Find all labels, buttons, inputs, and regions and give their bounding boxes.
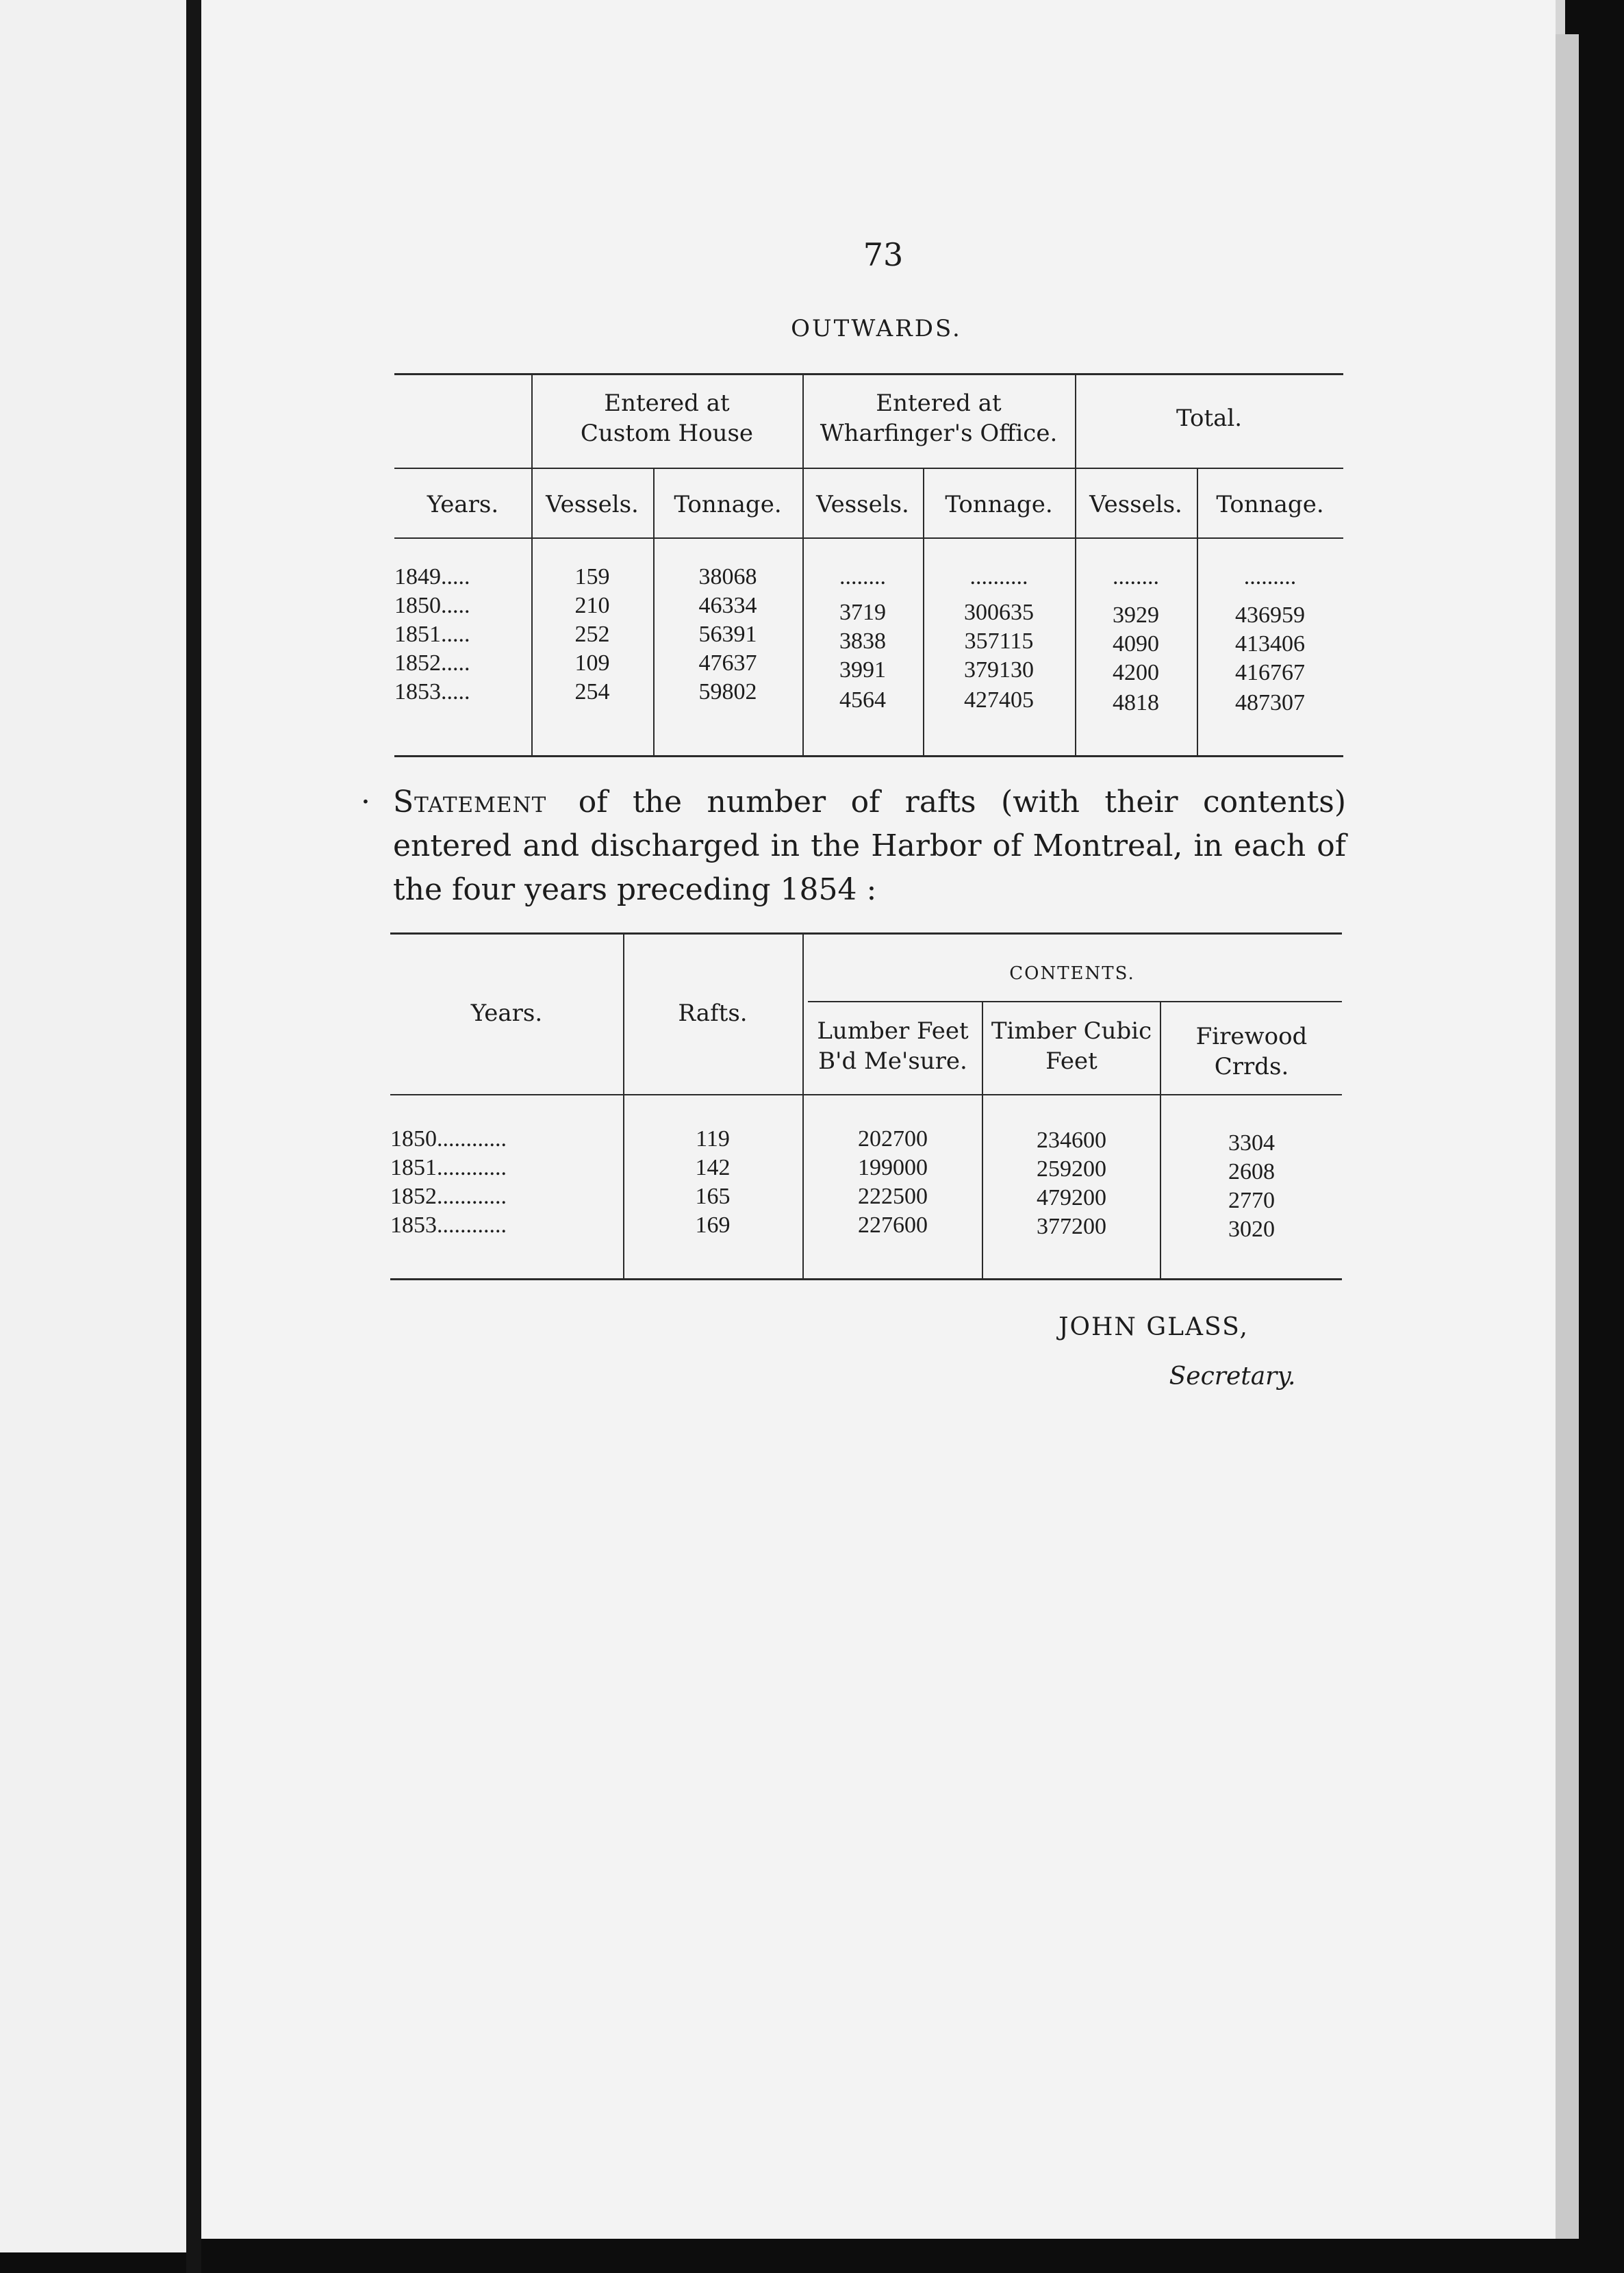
year-cell: 1850............ [390, 1126, 507, 1152]
total-vessels-cell: 4090 [1113, 631, 1159, 657]
statement-text: of the number of rafts (with their contents) entered and discharged in the Harbor of Montreal, in each of the four years preceding 1854 : [393, 785, 1346, 907]
firewood-cell: 2770 [1228, 1188, 1275, 1213]
header-wharfinger [802, 388, 1075, 448]
total-tonnage-cell: 416767 [1235, 660, 1305, 685]
wh-tonnage-cell: .......... [969, 564, 1028, 589]
wh-vessels-cell: 4564 [839, 687, 886, 713]
year-cell: 1853..... [394, 679, 470, 704]
col-header-vessels: Vessels. [546, 491, 639, 518]
col-header-tonnage: Tonnage. [674, 491, 782, 518]
header-line: Firewood [1195, 1023, 1308, 1050]
table-bottom-rule [390, 1278, 1342, 1280]
lumber-cell: 227600 [858, 1212, 928, 1238]
col-header-tonnage: Tonnage. [945, 491, 1053, 518]
ch-tonnage-cell: 38068 [698, 564, 757, 589]
year-cell: 1851..... [394, 622, 470, 647]
contents-rule [808, 1001, 1342, 1002]
total-tonnage-cell: 436959 [1235, 602, 1305, 628]
year-cell: 1849..... [394, 564, 470, 589]
year-cell: 1850..... [394, 593, 470, 618]
total-vessels-cell: 3929 [1113, 602, 1159, 628]
header-line: Entered at [604, 390, 730, 417]
ch-vessels-cell: 254 [574, 679, 610, 704]
col-header-tonnage: Tonnage. [1216, 491, 1324, 518]
table-top-rule [390, 932, 1342, 935]
header-line: Feet [1045, 1047, 1098, 1075]
timber-cell: 479200 [1037, 1185, 1106, 1210]
header-total: Total. [1176, 405, 1243, 432]
statement-lead: Statement [393, 785, 547, 820]
rafts-cell: 169 [695, 1212, 731, 1238]
total-tonnage-cell: 413406 [1235, 631, 1305, 657]
year-cell: 1852..... [394, 650, 470, 676]
header-line: B'd Me'sure. [818, 1047, 967, 1075]
lumber-cell: 199000 [858, 1155, 928, 1180]
timber-cell: 234600 [1037, 1128, 1106, 1153]
page-number: 73 [863, 236, 904, 273]
column-header-rule [390, 1094, 1342, 1095]
statement-paragraph [393, 780, 1346, 912]
signature-name: JOHN GLASS, [1058, 1313, 1249, 1341]
lumber-cell: 222500 [858, 1184, 928, 1209]
outwards-table [394, 373, 1343, 759]
table-top-rule [394, 373, 1343, 375]
facing-page-edge [0, 0, 186, 2252]
header-line: Timber Cubic [991, 1017, 1152, 1045]
col-header-contents: CONTENTS. [1009, 963, 1135, 984]
col-header-firewood [1161, 1021, 1342, 1082]
total-vessels-cell: 4818 [1113, 690, 1159, 715]
col-header-lumber [804, 1016, 982, 1076]
lumber-cell: 202700 [858, 1126, 928, 1152]
timber-cell: 377200 [1037, 1214, 1106, 1239]
year-cell: 1852............ [390, 1184, 507, 1209]
page-stack-edge [1556, 34, 1579, 2239]
wh-vessels-cell: ........ [839, 564, 886, 589]
wh-tonnage-cell: 357115 [964, 628, 1034, 654]
outwards-heading: OUTWARDS. [791, 315, 962, 342]
wh-tonnage-cell: 427405 [964, 687, 1034, 713]
col-header-years: Years. [427, 491, 499, 518]
ch-vessels-cell: 109 [574, 650, 610, 676]
total-tonnage-cell: 487307 [1235, 690, 1305, 715]
header-line: Wharfinger's Office. [820, 420, 1058, 447]
group-header-rule [394, 468, 1343, 469]
total-vessels-cell: ........ [1113, 564, 1159, 589]
firewood-cell: 3304 [1228, 1130, 1275, 1156]
year-cell: 1851............ [390, 1155, 507, 1180]
header-custom-house [531, 388, 802, 448]
ch-tonnage-cell: 47637 [698, 650, 757, 676]
ch-vessels-cell: 210 [574, 593, 610, 618]
year-cell: 1853............ [390, 1212, 507, 1238]
firewood-cell: 3020 [1228, 1217, 1275, 1242]
column-header-rule [394, 537, 1343, 539]
rafts-cell: 119 [696, 1126, 730, 1152]
wh-vessels-cell: 3719 [839, 600, 886, 625]
wh-tonnage-cell: 379130 [964, 657, 1034, 683]
rafts-cell: 142 [695, 1155, 731, 1180]
timber-cell: 259200 [1037, 1156, 1106, 1182]
col-header-rafts: Rafts. [678, 1000, 748, 1027]
header-line: Custom House [580, 420, 754, 447]
total-vessels-cell: 4200 [1113, 660, 1159, 685]
wh-vessels-cell: 3838 [839, 628, 886, 654]
ch-tonnage-cell: 46334 [698, 593, 757, 618]
bullet-mark: · [361, 785, 370, 820]
col-header-years: Years. [470, 1000, 543, 1027]
rafts-cell: 165 [695, 1184, 731, 1209]
table-bottom-rule [394, 755, 1343, 757]
book-gutter [186, 0, 201, 2273]
ch-vessels-cell: 252 [574, 622, 610, 647]
rafts-table [390, 932, 1342, 1292]
ch-tonnage-cell: 59802 [698, 679, 757, 704]
wh-tonnage-cell: 300635 [964, 600, 1034, 625]
col-header-vessels: Vessels. [1089, 491, 1182, 518]
firewood-cell: 2608 [1228, 1159, 1275, 1184]
header-line: Crrds. [1214, 1053, 1289, 1080]
header-line: Lumber Feet [817, 1017, 969, 1045]
header-line: Entered at [876, 390, 1002, 417]
ch-vessels-cell: 159 [574, 564, 610, 589]
ch-tonnage-cell: 56391 [698, 622, 757, 647]
wh-vessels-cell: 3991 [839, 657, 886, 683]
signature-title: Secretary. [1169, 1362, 1296, 1391]
col-header-vessels: Vessels. [816, 491, 909, 518]
col-header-timber [983, 1016, 1160, 1076]
total-tonnage-cell: ......... [1243, 564, 1297, 589]
